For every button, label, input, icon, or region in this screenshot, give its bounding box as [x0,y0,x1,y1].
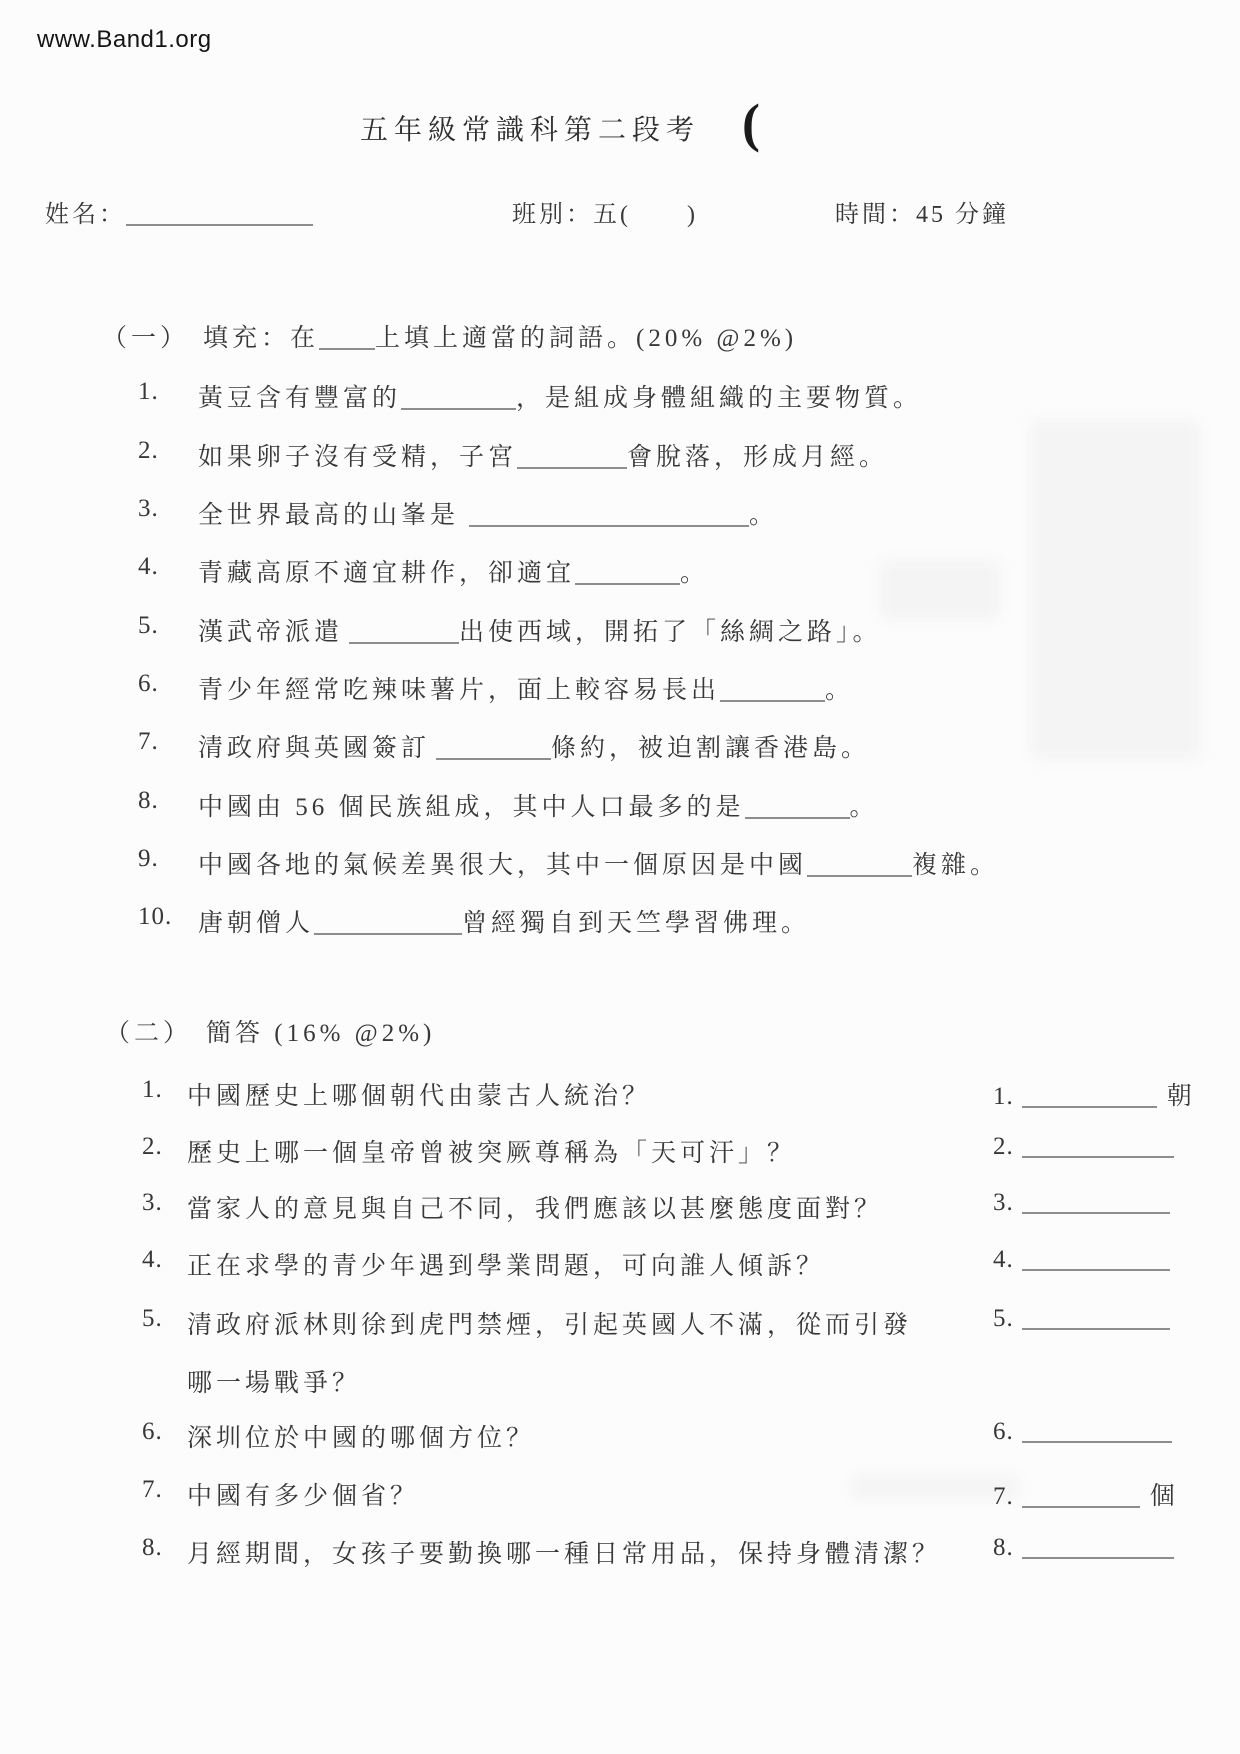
question-text: 月經期間，女孩子要勤換哪一種日常用品，保持身體清潔？ [187,1541,942,1568]
question-text: 中國各地的氣候差異很大，其中一個原因是中國 複雜。 [198,852,1000,879]
class-field [512,194,698,229]
fill-question-5 [138,612,882,648]
answer-blank-line [1022,1086,1157,1108]
page-title: 五年級常識科第二段考 [360,115,701,146]
class-label-close: ) [687,202,698,228]
fill-question-1 [138,378,922,414]
section1-index: （一） [102,325,190,352]
question-text: 當家人的意見與自己不同，我們應該以甚麼態度面對？ [187,1196,884,1223]
answer-blank-line [1022,1192,1170,1214]
answer-number: 7. [993,1483,1014,1510]
fill-question-2 [138,437,888,473]
answer-number: 2. [993,1133,1014,1160]
fill-question-8 [138,787,879,823]
answer-blank-line [1022,1537,1174,1559]
answer-slot-5 [993,1305,1180,1333]
question-number: 10. [138,903,173,930]
question-number: 9. [138,845,159,872]
answer-slot-3 [993,1189,1180,1217]
fill-question-9 [138,845,999,881]
section2-index: （二） [105,1020,193,1047]
answer-blank-line [401,388,516,410]
section1-instructions: 填充：在 上填上適當的詞語。(20% @2%) [203,325,798,352]
answer-number: 5. [993,1305,1014,1332]
watermark-url: www.Band1.org [37,26,212,53]
question-number: 4. [138,553,159,580]
question-text: 全世界最高的山峯是 。 [198,502,779,529]
answer-blank-line [745,797,850,819]
question-text: 中國歷史上哪個朝代由蒙古人統治？ [187,1083,652,1110]
question-number: 2. [138,437,159,464]
answer-slot-7 [993,1476,1175,1512]
answer-number: 1. [993,1083,1014,1110]
question-number: 3. [142,1189,163,1216]
question-number: 7. [142,1476,163,1503]
answer-slot-8 [993,1534,1184,1562]
question-text: 正在求學的青少年遇到學業問題，可向誰人傾訴？ [187,1253,826,1280]
answer-blank-line [469,505,749,527]
question-text: 歷史上哪一個皇帝曾被突厥尊稱為「天可汗」？ [187,1140,797,1167]
short-question-5-line2: 哪一場戰爭？ [187,1370,362,1397]
short-question-2 [142,1133,796,1169]
question-number: 1. [138,378,159,405]
answer-number: 8. [993,1534,1014,1561]
question-number: 6. [142,1418,163,1445]
short-question-1 [142,1076,651,1112]
short-question-6 [142,1418,535,1454]
section2-heading [105,1013,435,1049]
bleed-through-artifact [1030,420,1200,760]
question-number: 8. [138,787,159,814]
question-text: 清政府派林則徐到虎門禁煙，引起英國人不滿，從而引發 [187,1312,913,1339]
question-number: 6. [138,670,159,697]
answer-number: 6. [993,1418,1014,1445]
name-field [45,194,313,229]
answer-blank-line [575,563,680,585]
answer-blank-line [1022,1421,1172,1443]
question-text: 如果卵子沒有受精，子宮 會脫落，形成月經。 [198,444,889,471]
name-label: 姓名： [45,202,126,228]
answer-suffix: 個 [1149,1483,1175,1510]
question-text: 深圳位於中國的哪個方位？ [187,1425,536,1452]
answer-blank-line [349,622,459,644]
answer-blank-line [807,855,912,877]
short-question-4 [142,1246,825,1282]
answer-suffix: 朝 [1166,1083,1192,1110]
scan-paren-mark: ( [742,93,760,153]
question-text: 中國由 56 個民族組成，其中人口最多的是 。 [198,794,879,821]
heading-blank-line [319,328,375,350]
time-label: 時間：45 分鐘 [835,202,1009,228]
question-number: 4. [142,1246,163,1273]
answer-blank-line [1022,1249,1170,1271]
section2-instructions: 簡答 (16% @2%) [206,1020,436,1047]
short-question-7 [142,1476,419,1512]
answer-number: 4. [993,1246,1014,1273]
answer-slot-6 [993,1418,1182,1446]
question-number: 8. [142,1534,163,1561]
answer-blank-line [1022,1486,1140,1508]
question-number: 3. [138,495,159,522]
question-text: 青少年經常吃辣味薯片，面上較容易長出 。 [198,677,855,704]
answer-number: 3. [993,1189,1014,1216]
fill-question-7 [138,728,870,764]
question-text: 中國有多少個省？ [187,1483,420,1510]
answer-blank-line [1022,1308,1170,1330]
short-question-5 [142,1305,912,1341]
bleed-through-artifact [880,560,1000,620]
answer-blank-line [436,738,551,760]
name-blank-line [126,204,313,226]
question-text: 唐朝僧人 曾經獨自到天竺學習佛理。 [198,910,811,937]
short-question-3 [142,1189,883,1225]
answer-blank-line [517,447,627,469]
question-number: 5. [142,1305,163,1332]
question-text: 清政府與英國簽訂 條約，被迫割讓香港島。 [198,735,871,762]
fill-question-6 [138,670,854,706]
class-label: 班別：五( [512,202,631,228]
answer-blank-line [314,913,462,935]
fill-question-3 [138,495,778,531]
answer-blank-line [720,680,825,702]
answer-slot-2 [993,1133,1184,1161]
answer-blank-line [1022,1136,1174,1158]
question-text: 黃豆含有豐富的 ，是組成身體組織的主要物質。 [198,385,923,412]
question-number: 7. [138,728,159,755]
answer-slot-1 [993,1076,1192,1112]
answer-slot-4 [993,1246,1180,1274]
fill-question-10 [138,903,810,939]
question-number: 1. [142,1076,163,1103]
fill-question-4 [138,553,709,589]
question-number: 5. [138,612,159,639]
section1-heading [102,318,797,354]
question-number: 2. [142,1133,163,1160]
short-question-8 [142,1534,941,1570]
question-text: 青藏高原不適宜耕作，卻適宜 。 [198,560,710,587]
question-text: 漢武帝派遣 出使西域，開拓了「絲綢之路」。 [198,619,882,646]
